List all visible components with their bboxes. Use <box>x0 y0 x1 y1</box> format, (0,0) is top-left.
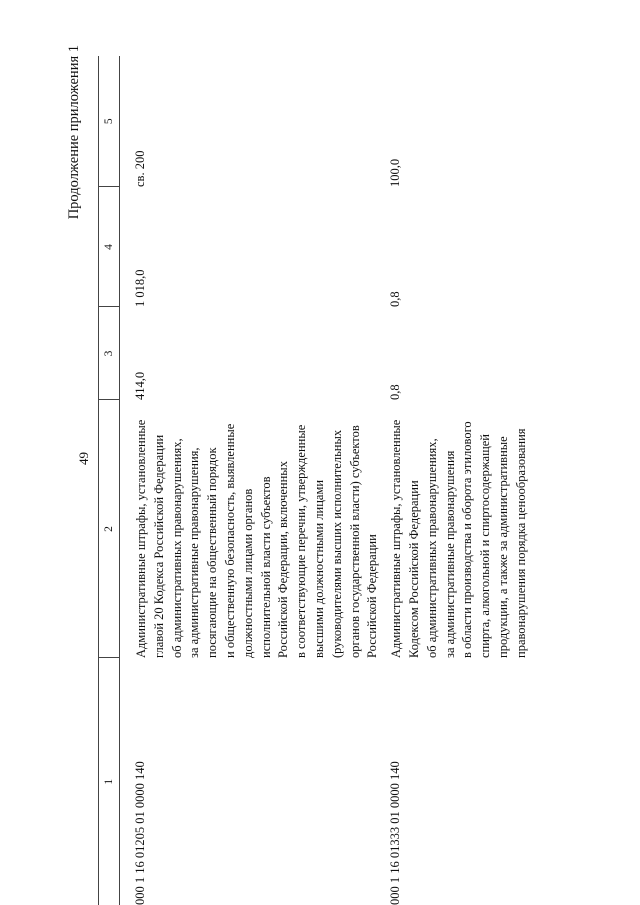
description-line: спирта, алкогольной и спиртосодержащей <box>478 434 493 658</box>
header-row <box>99 56 120 905</box>
description-line: за административные правонарушения, <box>187 447 202 658</box>
header-col-5: 5 <box>99 56 120 187</box>
appendix-caption: Продолжение приложения 1 <box>66 45 82 220</box>
description-line: органов государственной власти) субъектов <box>347 425 362 658</box>
value-col-3: 414,0 <box>133 371 147 400</box>
value-col-3: 0,8 <box>388 384 403 400</box>
description-line: за административные правонарушения <box>442 450 457 658</box>
description-line: правонарушения порядка ценообразования <box>513 428 528 658</box>
description-line: посягающие на общественный порядок <box>205 447 220 658</box>
description-line: исполнительной власти субъектов <box>258 476 273 658</box>
table-row <box>382 56 530 905</box>
budget-table <box>98 56 531 905</box>
description-line: Административные штрафы, установленные <box>389 419 404 658</box>
description-line: и общественную безопасность, выявленные <box>222 423 237 658</box>
description-line: (руководителями высших исполнительных <box>329 429 344 658</box>
value-col-5: св. 200 <box>133 150 147 187</box>
description-line: должностными лицами органов <box>240 488 255 658</box>
value-col-4: 0,8 <box>388 291 403 307</box>
description-cell <box>382 400 530 658</box>
header-col-1: 1 <box>99 658 120 905</box>
budget-code: 000 1 16 01333 01 0000 140 <box>388 761 403 905</box>
description-line: Российской Федерации <box>365 534 380 658</box>
description-line: Кодексом Российской Федерации <box>406 480 421 658</box>
budget-code: 000 1 16 01205 01 0000 140 <box>133 761 147 905</box>
value-col-4: 1 018,0 <box>133 269 147 307</box>
table-row <box>120 56 383 905</box>
rotated-page <box>66 45 528 905</box>
description-line: продукции, а также за административные <box>495 436 510 658</box>
description-line: об административных правонарушениях, <box>169 438 184 658</box>
value-col-5: 100,0 <box>388 158 403 187</box>
header-col-3: 3 <box>99 307 120 400</box>
description-cell <box>120 400 383 658</box>
description-line: Административные штрафы, установленные <box>134 419 148 658</box>
header-col-4: 4 <box>99 187 120 307</box>
description-line: главой 20 Кодекса Российской Федерации <box>151 434 166 658</box>
description-line: высшими должностными лицами <box>311 479 326 658</box>
description-line: Российской Федерации, включенных <box>276 461 291 658</box>
description-line: в соответствующие перечни, утвержденные <box>294 424 309 658</box>
description-line: в области производства и оборота этилового <box>460 421 475 658</box>
header-col-2: 2 <box>99 400 120 658</box>
description-line: об административных правонарушениях, <box>424 438 439 658</box>
page-number: 49 <box>76 452 91 465</box>
